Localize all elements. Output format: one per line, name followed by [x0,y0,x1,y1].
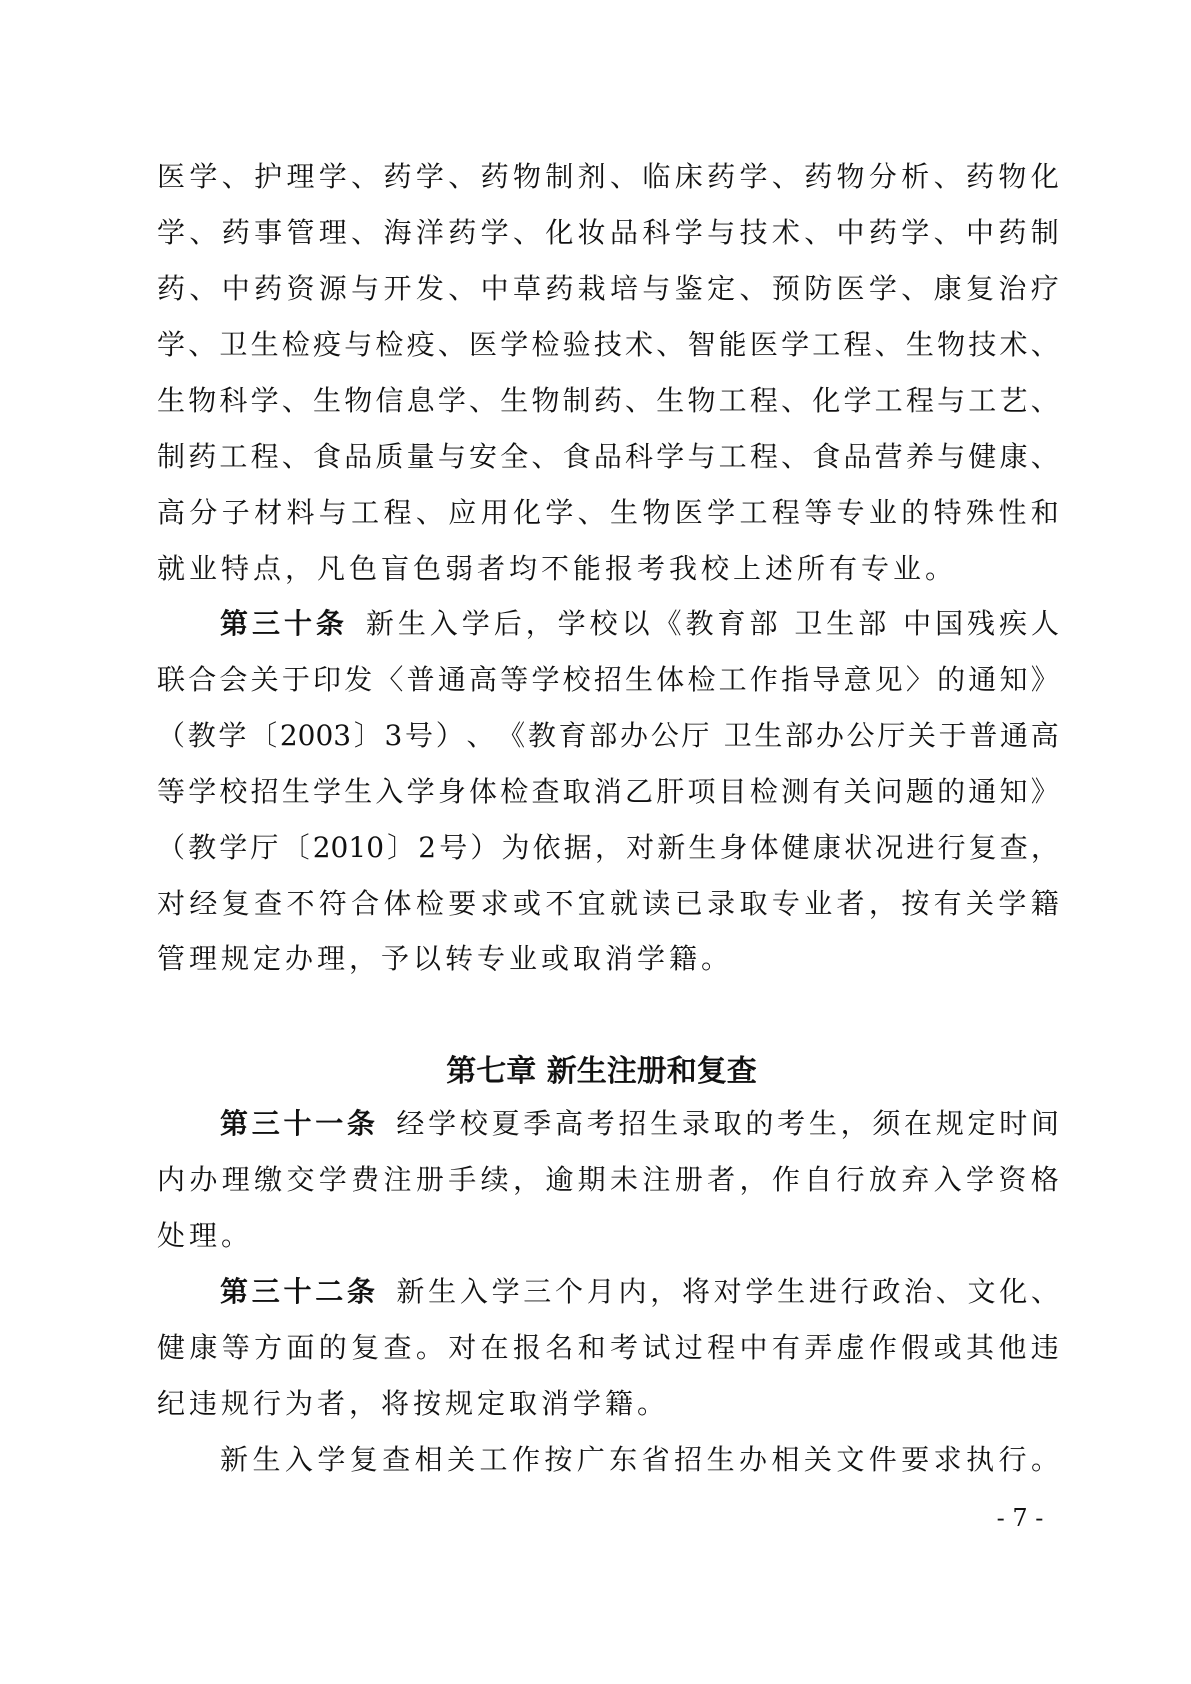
article-label: 第三十二条 [220,1275,379,1308]
paragraph-line: 等学校招生学生入学身体检查取消乙肝项目检测有关问题的通知》 [157,775,1059,808]
article-32-first-line [220,1276,1059,1308]
page-number: - 7 - [996,1504,1044,1532]
paragraph-line: 处理。 [157,1219,254,1252]
paragraph-line: 健康等方面的复查。对在报名和考试过程中有弄虚作假或其他违 [157,1331,1059,1364]
chapter-heading: 第七章 新生注册和复查 [446,1054,757,1089]
paragraph-line: 就业特点，凡色盲色弱者均不能报考我校上述所有专业。 [157,552,958,585]
article-label: 第三十条 [220,607,348,640]
paragraph-line: 生物科学、生物信息学、生物制药、生物工程、化学工程与工艺、 [157,384,1059,417]
paragraph-line: 高分子材料与工程、应用化学、生物医学工程等专业的特殊性和 [157,496,1059,529]
closing-paragraph: 新生入学复查相关工作按广东省招生办相关文件要求执行。 [220,1443,1059,1476]
paragraph-line: 对经复查不符合体检要求或不宜就读已录取专业者，按有关学籍 [157,887,1059,920]
article-text: 经学校夏季高考招生录取的考生，须在规定时间 [392,1107,1059,1140]
paragraph-line: 管理规定办理，予以转专业或取消学籍。 [157,942,734,975]
paragraph-line: （教学〔2003〕3号）、《教育部办公厅 卫生部办公厅关于普通高 [157,719,1059,752]
article-text: 新生入学后，学校以《教育部 卫生部 中国残疾人 [361,607,1059,640]
article-31-first-line [220,1108,1059,1140]
paragraph-line: 制药工程、食品质量与安全、食品科学与工程、食品营养与健康、 [157,440,1059,473]
paragraph-line: 内办理缴交学费注册手续，逾期未注册者，作自行放弃入学资格 [157,1163,1059,1196]
paragraph-line: 纪违规行为者，将按规定取消学籍。 [157,1387,670,1420]
paragraph-line: 学、药事管理、海洋药学、化妆品科学与技术、中药学、中药制 [157,216,1059,249]
article-30-first-line [220,608,1059,640]
paragraph-line: （教学厅〔2010〕2号）为依据，对新生身体健康状况进行复查， [157,831,1059,864]
paragraph-line: 医学、护理学、药学、药物制剂、临床药学、药物分析、药物化 [157,160,1059,193]
paragraph-line: 学、卫生检疫与检疫、医学检验技术、智能医学工程、生物技术、 [157,328,1059,361]
paragraph-line: 联合会关于印发〈普通高等学校招生体检工作指导意见〉的通知》 [157,663,1059,696]
article-text: 新生入学三个月内，将对学生进行政治、文化、 [392,1275,1059,1308]
paragraph-line: 药、中药资源与开发、中草药栽培与鉴定、预防医学、康复治疗 [157,272,1059,305]
article-label: 第三十一条 [220,1107,379,1140]
